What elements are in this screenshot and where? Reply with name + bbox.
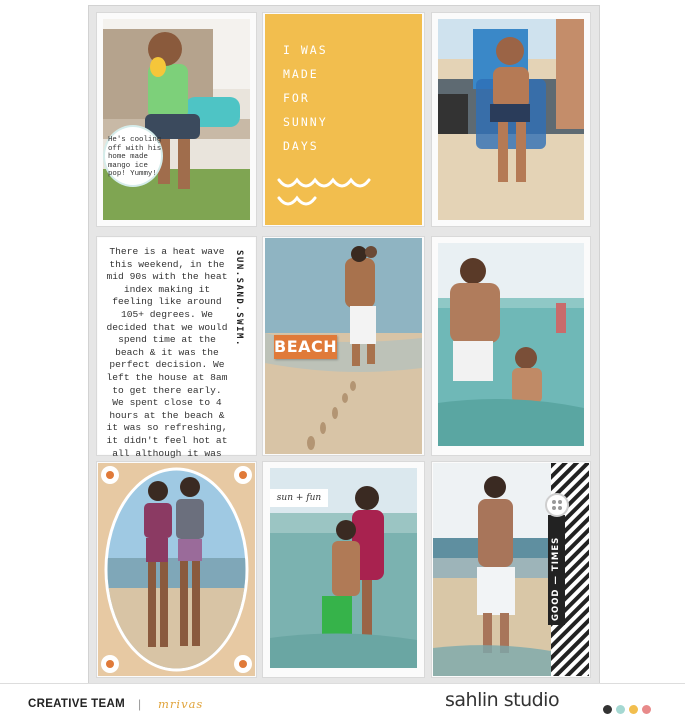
wave-icon: [277, 172, 373, 212]
photo-beach-chair: [438, 19, 584, 220]
side-label-text: SUN.SAND.SWIM.: [234, 250, 244, 347]
side-label: [228, 250, 248, 390]
good-times-tag: GOOD — TIMES: [548, 515, 565, 625]
button-icon: [545, 493, 569, 517]
caption-text: He's cooling off with his home made mango ice pop! Yummy!: [108, 136, 162, 179]
beach-label: BEACH: [274, 335, 337, 359]
photo-man-beach: [433, 463, 551, 676]
photo-popsicle: [103, 19, 250, 220]
creative-team-label: CREATIVE TEAM: [28, 698, 125, 710]
brand-dot-icon: [629, 705, 638, 714]
brand-dot-icon: [603, 705, 612, 714]
brand-dot-icon: [642, 705, 651, 714]
brand-logo: sahlin studio: [445, 689, 560, 711]
journal-text: There is a heat wave this weekend, in the mid 90s with the heat index making it feeling like around 105+ degrees. We decided that we would spend time at the beach & it was the perfect decision. We left the house at 8am to get there early. We spent close to 4 hours at the beach & it was so refreshing, it didn't feel hot at all although it was: [106, 246, 228, 459]
photo-frame-oval: [98, 463, 255, 676]
photo-caption-circle: [103, 125, 163, 187]
creative-team-name: mrivas: [158, 697, 204, 711]
brand-dot-icon: [616, 705, 625, 714]
photo-water-splash: [438, 243, 584, 446]
title-card: [265, 14, 422, 225]
title-text: I WAS MADE FOR SUNNY DAYS: [283, 43, 328, 153]
footer: [0, 683, 685, 721]
footer-separator: |: [138, 697, 142, 711]
sun-fun-label: sun + fun: [270, 489, 328, 507]
